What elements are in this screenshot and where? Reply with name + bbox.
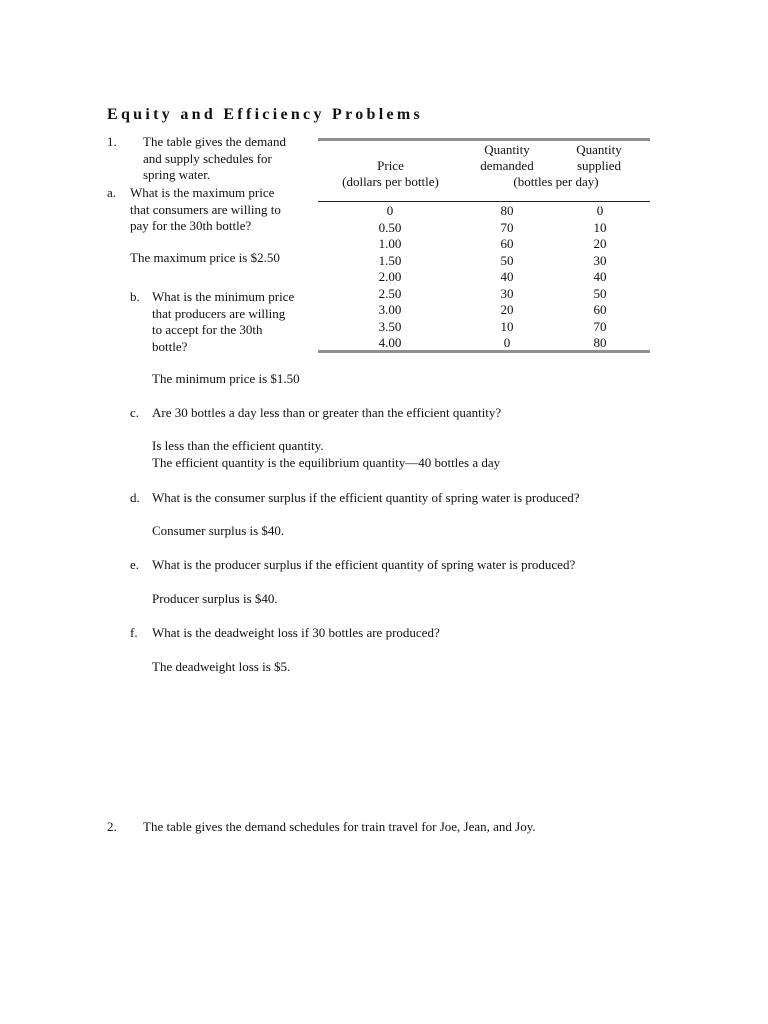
table-cell: 0 — [503, 335, 511, 350]
part-a-answer: The maximum price is $2.50 — [130, 250, 280, 265]
question-line: What is the minimum price — [152, 289, 295, 304]
qd-header-line: demanded — [480, 158, 534, 173]
part-e-answer: Producer surplus is $40. — [152, 591, 278, 606]
part-b-answer: The minimum price is $1.50 — [152, 371, 300, 386]
intro-line: spring water. — [143, 167, 211, 182]
part-c-question: Are 30 bottles a day less than or greater than the efficient quantity? — [152, 405, 502, 420]
part-a-letter: a. — [107, 185, 117, 200]
price-header — [318, 158, 463, 190]
question-1-intro — [143, 134, 286, 184]
answer-line: Is less than the efficient quantity. — [152, 438, 324, 453]
table-cell: 1.00 — [378, 236, 402, 251]
part-b-question — [152, 289, 294, 355]
qd-header-line: Quantity — [484, 142, 530, 157]
table-cell: 3.50 — [378, 318, 402, 334]
part-d-answer: Consumer surplus is $40. — [152, 523, 285, 538]
page-title: Equity and Efficiency Problems — [107, 106, 424, 123]
table-cell: 20 — [500, 302, 514, 317]
price-header-units: (dollars per bottle) — [342, 174, 439, 189]
table-cell: 0.50 — [378, 219, 402, 235]
table-cell: 4.00 — [378, 335, 402, 350]
table-cell: 30 — [593, 252, 607, 268]
table-cell: 10 — [593, 219, 607, 235]
quantity-supplied-column — [570, 203, 630, 352]
intro-line: The table gives the demand — [143, 134, 286, 149]
table-cell: 40 — [593, 269, 607, 284]
table-cell: 70 — [500, 219, 514, 235]
part-f-letter: f. — [130, 625, 138, 640]
question-line: that consumers are willing to — [130, 201, 281, 217]
table-header-rule — [318, 201, 650, 202]
table-cell: 0 — [596, 203, 604, 218]
table-cell: 1.50 — [378, 252, 402, 268]
table-cell: 60 — [500, 236, 514, 251]
table-cell: 80 — [500, 203, 514, 218]
table-cell: 60 — [593, 302, 607, 317]
part-f-answer: The deadweight loss is $5. — [152, 659, 291, 674]
part-c-answer — [152, 438, 500, 471]
part-d-letter: d. — [130, 490, 140, 505]
table-bottom-rule — [318, 350, 650, 353]
table-cell: 30 — [500, 285, 514, 301]
question-line: pay for the 30th bottle? — [130, 218, 252, 233]
qs-header-line: supplied — [576, 158, 622, 173]
part-e-question: What is the producer surplus if the efficient quantity of spring water is produced? — [152, 557, 576, 572]
part-f-question: What is the deadweight loss if 30 bottles are produced? — [152, 625, 440, 640]
table-cell: 50 — [500, 252, 514, 268]
question-line: What is the maximum price — [130, 185, 275, 200]
table-cell: 2.00 — [378, 269, 402, 284]
quantity-demanded-header — [476, 142, 538, 174]
table-cell: 20 — [593, 236, 607, 251]
quantity-supplied-header — [568, 142, 630, 174]
question-line: to accept for the 30th — [152, 322, 263, 337]
intro-line: and supply schedules for — [143, 150, 272, 166]
table-cell: 50 — [593, 285, 607, 301]
question-2-number: 2. — [107, 819, 117, 834]
table-cell: 3.00 — [378, 302, 402, 317]
question-2-text: The table gives the demand schedules for train travel for Joe, Jean, and Joy. — [143, 819, 536, 834]
price-column — [360, 203, 420, 352]
table-cell: 80 — [593, 335, 607, 350]
part-e-letter: e. — [130, 557, 140, 572]
question-1-number: 1. — [107, 134, 117, 149]
table-cell: 40 — [500, 269, 514, 284]
part-d-question: What is the consumer surplus if the efficient quantity of spring water is produced? — [152, 490, 580, 505]
price-header-label: Price — [377, 158, 404, 173]
answer-line: The efficient quantity is the equilibrium quantity—40 bottles a day — [152, 454, 501, 470]
table-top-rule — [318, 138, 650, 141]
question-line: bottle? — [152, 338, 188, 354]
part-b-letter: b. — [130, 289, 140, 304]
table-cell: 2.50 — [378, 285, 402, 301]
table-cell: 70 — [593, 318, 607, 334]
table-cell: 0 — [386, 203, 394, 218]
table-cell: 10 — [500, 318, 514, 334]
question-line: that producers are willing — [152, 305, 286, 321]
part-a-question — [130, 185, 281, 235]
quantity-units-header: (bottles per day) — [513, 174, 599, 189]
quantity-demanded-column — [477, 203, 537, 352]
part-c-letter: c. — [130, 405, 140, 420]
qs-header-line: Quantity — [576, 142, 622, 157]
